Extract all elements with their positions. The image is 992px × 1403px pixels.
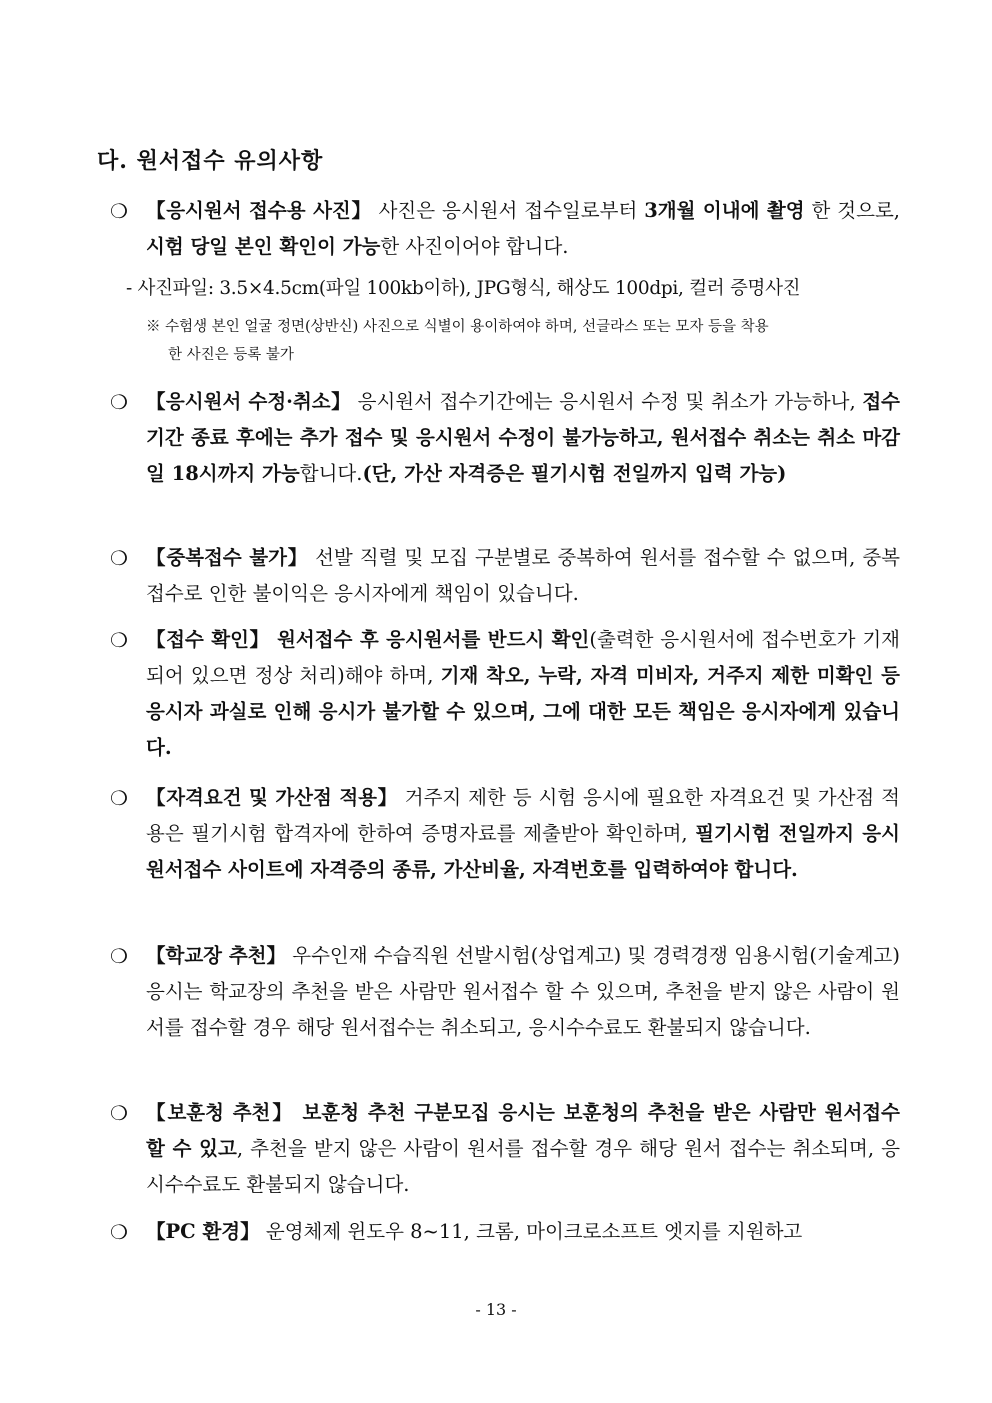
page-number: - 13 - [475, 1300, 517, 1319]
notice-heading: 【응시원서 수정·취소】 [146, 390, 351, 413]
circle-bullet-icon: ❍ [110, 628, 128, 652]
notice-item-duplicate [110, 540, 900, 612]
notice-item-confirm [110, 622, 900, 766]
notice-text: 【보훈청 추천】 보훈청 추천 구분모집 응시는 보훈청의 추천을 받은 사람만 원서접수 할 수 있고, 추천을 받지 않은 사람이 원서를 접수할 경우 해당 원서 접수는 취소되며, 응시수수료도 환불되지 않습니다. [146, 1101, 900, 1196]
notice-heading: 【보훈청 추천】 [146, 1101, 294, 1124]
notice-text: 【응시원서 접수용 사진】 사진은 응시원서 접수일로부터 3개월 이내에 촬영 한 것으로, 시험 당일 본인 확인이 가능한 사진이어야 합니다. [146, 199, 900, 258]
notice-item-qualification [110, 780, 900, 888]
notice-item-pc [110, 1214, 900, 1250]
circle-bullet-icon: ❍ [110, 1220, 128, 1244]
circle-bullet-icon: ❍ [110, 1101, 128, 1125]
notice-item-veterans [110, 1095, 900, 1203]
circle-bullet-icon: ❍ [110, 390, 128, 414]
circle-bullet-icon: ❍ [110, 786, 128, 810]
circle-bullet-icon: ❍ [110, 944, 128, 968]
notice-heading: 【학교장 추천】 [146, 944, 287, 967]
notice-text: 【중복접수 불가】 선발 직렬 및 모집 구분별로 중복하여 원서를 접수할 수 없으며, 중복접수로 인한 불이익은 응시자에게 책임이 있습니다. [146, 546, 901, 605]
photo-note-line2: 한 사진은 등록 불가 [168, 347, 294, 363]
section-title: 다. 원서접수 유의사항 [97, 148, 324, 174]
notice-heading: 【중복접수 불가】 [146, 546, 309, 569]
notice-text: 【학교장 추천】 우수인재 수습직원 선발시험(상업계고) 및 경력경쟁 임용시험(기술계고) 응시는 학교장의 추천을 받은 사람만 원서접수 할 수 있으며, 추천을 받지 않은 사람이 원서를 접수할 경우 해당 원서접수는 취소되고, 응시수수료도 환불되지 않습니다. [146, 944, 900, 1039]
notice-text: 【자격요건 및 가산점 적용】 거주지 제한 등 시험 응시에 필요한 자격요건 및 가산점 적용은 필기시험 합격자에 한하여 증명자료를 제출받아 확인하며, 필기시험 전일까지 응시원서접수 사이트에 자격증의 종류, 가산비율, 자격번호를 입력하여야 합니다. [146, 786, 900, 881]
notice-heading: 【접수 확인】 [146, 628, 270, 651]
notice-text: 【PC 환경】 운영체제 윈도우 8~11, 크롬, 마이크로소프트 엣지를 지원하고 [146, 1220, 803, 1243]
notice-heading: 【PC 환경】 [146, 1220, 260, 1243]
circle-bullet-icon: ❍ [110, 199, 128, 223]
notice-text: 【응시원서 수정·취소】 응시원서 접수기간에는 응시원서 수정 및 취소가 가능하나, 접수기간 종료 후에는 추가 접수 및 응시원서 수정이 불가능하고, 원서접수 취소는 취소 마감일 18시까지 가능합니다.(단, 가산 자격증은 필기시험 전일까지 입력 가능) [146, 390, 900, 485]
notice-item-edit-cancel [110, 384, 900, 492]
photo-note-line1: ※ 수험생 본인 얼굴 정면(상반신) 사진으로 식별이 용이하여야 하며, 선글라스 또는 모자 등을 착용 [146, 319, 769, 335]
notice-heading: 【자격요건 및 가산점 적용】 [146, 786, 398, 809]
notice-item-photo [110, 193, 900, 265]
circle-bullet-icon: ❍ [110, 546, 128, 570]
notice-item-principal [110, 938, 900, 1046]
notice-text: 【접수 확인】 원서접수 후 응시원서를 반드시 확인(출력한 응시원서에 접수번호가 기재되어 있으면 정상 처리)해야 하며, 기재 착오, 누락, 자격 미비자, 거주지 제한 미확인 등 응시자 과실로 인해 응시가 불가할 수 있으며, 그에 대한 모든 책임은 응시자에게 있습니다. [146, 628, 901, 759]
photo-spec-line: - 사진파일: 3.5×4.5cm(파일 100kb이하), JPG형식, 해상도 100dpi, 컬러 증명사진 [126, 278, 801, 299]
photo-note [146, 313, 901, 369]
notice-heading: 【응시원서 접수용 사진】 [146, 199, 372, 222]
